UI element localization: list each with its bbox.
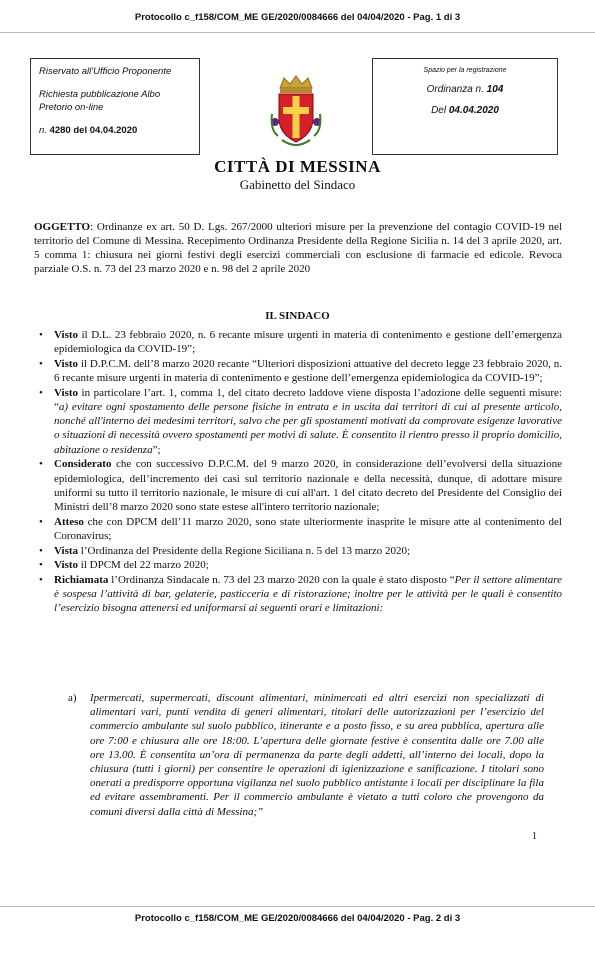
date-label: Del xyxy=(431,105,447,116)
section-heading: IL SINDACO xyxy=(265,310,330,322)
list-item: • Visto il D.P.C.M. dell’8 marzo 2020 recante “Ulteriori disposizioni attuative del decreto legge 23 febbraio 2020, n. 6 recante misure urgenti in materia di contenimento e gestione dell’emergenza epidemiologica da COVID-19”; xyxy=(54,357,562,385)
list-item: • Vista l’Ordinanza del Presidente della Regione Siciliana n. 5 del 13 marzo 2020; xyxy=(54,544,562,558)
protocol-header-top: Protocollo c_f158/COM_ME GE/2020/0084666 del 04/04/2020 - Pag. 1 di 3 xyxy=(134,12,461,23)
page-bottom-edge xyxy=(0,906,595,907)
sub-item-a xyxy=(68,691,544,819)
page-number: 1 xyxy=(532,831,537,842)
subject-paragraph xyxy=(34,221,562,277)
request-number: 4280 del 04.04.2020 xyxy=(49,125,138,136)
reserved-line-1: Riservato all'Ufficio Proponente xyxy=(39,66,172,77)
list-item: • Visto il D.L. 23 febbraio 2020, n. 6 recante misure urgenti in materia di contenimento e gestione dell’emergenza epidemiologica da COVID-19”; xyxy=(54,328,562,356)
reserved-line-2: Richiesta pubblicazione Albo xyxy=(39,89,161,100)
subject-text: : Ordinanze ex art. 50 D. Lgs. 267/2000 ulteriori misure per la prevenzione del contagio COVID-19 nel territorio del Comune di Messina. Recepimento Ordinanza Presidente della Regione Sicilia n. 14 del 3 aprile 2020, art. 5 comma 1: chiusura nei giorni festivi degli esercizi commerciali con esclusione di farmacie ed edicole. Revoca parziale O.S. n. 73 del 23 marzo 2020 e n. 98 del 2 aprile 2020 xyxy=(34,221,562,275)
ordinance-number: 104 xyxy=(486,84,504,95)
list-item: • Considerato che con successivo D.P.C.M. del 9 marzo 2020, in considerazione dell’evolversi della situazione epidemiologica, dell’incremento dei casi sul territorio nazionale e della necessità, dunque, di adottare misure uniformi su tutto il territorio nazionale, le misure di cui all'art. 1 del citato decreto del Presidente del Consiglio dei Ministri dell’8 marzo 2020 sono state estese all'intero territorio nazionale; xyxy=(54,457,562,514)
ordinance-date: 04.04.2020 xyxy=(448,105,499,116)
city-name: CITTÀ DI MESSINA xyxy=(214,157,381,176)
office-reserved-box xyxy=(30,58,200,155)
list-item: • Visto il DPCM del 22 marzo 2020; xyxy=(54,558,562,572)
subject-label: OGGETTO xyxy=(34,221,91,233)
reserved-line-3: Pretorio on-line xyxy=(39,102,104,113)
list-item: • Richiamata l’Ordinanza Sindacale n. 73 del 23 marzo 2020 con la quale è stato disposto “Per il settore alimentare è sospesa l’attività di bar, gelaterie, pasticceria e di ristorazione; inoltre per le attività per le quali è consentito l’esercizio bisogna attenersi ed uniformarsi ai seguenti orari e limitazioni: xyxy=(54,573,562,616)
messina-coat-of-arms-icon xyxy=(268,74,324,152)
registration-box xyxy=(372,58,558,155)
premises-list xyxy=(54,328,562,616)
registration-note: Spazio per la registrazione xyxy=(423,67,507,74)
list-item: • Atteso che con DPCM dell’11 marzo 2020, sono state ulteriormente inasprite le misure atte al contenimento del Coronavirus; xyxy=(54,515,562,543)
request-number-prefix: n. xyxy=(39,125,47,136)
sub-item-text: Ipermercati, supermercati, discount alimentari, minimercati ed altri esercizi non specializzati di alimentari vari, punti vendita di generi alimentari, titolari delle autorizzazioni per l’esercizio del commercio ambulante sul suolo pubblico, itinerante e a posto fisso, e su area pubblica, apertura alle ore 7:00 e chiusura alle ore 18:00. L’apertura delle giornate festive è consentita dalle ore 7.00 alle ore 13.00. È consentita un’ora di permanenza da parte degli addetti, all’interno dei locali, dopo la chiusura (tutti i giorni) per consentire le operazioni di igienizzazione e sanificazione. I titolari sono onerati a predisporre opportuna vigilanza nel suolo pubblico antistante i locali per disciplinare la fila ed evitare assembramenti. Per il commercio ambulante è vietato a tutti coloro che provengono da comuni diversi dalla città di Messina;” xyxy=(90,692,544,818)
list-item: • Visto in particolare l’art. 1, comma 1, del citato decreto laddove viene disposta l’adozione delle seguenti misure: “a) evitare ogni spostamento delle persone fisiche in entrata e in uscita dai territori di cui al presente articolo, nonché all'interno dei medesimi territori, salvo che per gli spostamenti motivati da comprovate esigenze lavorative o situazioni di necessità ovvero spostamenti per motivi di salute. È consentito il rientro presso il proprio domicilio, abitazione o residenza”; xyxy=(54,386,562,457)
sub-item-letter: a) xyxy=(68,692,77,704)
ordinance-label: Ordinanza n. xyxy=(426,84,484,95)
office-name: Gabinetto del Sindaco xyxy=(239,177,356,192)
page-top-edge xyxy=(0,32,595,33)
protocol-header-bottom: Protocollo c_f158/COM_ME GE/2020/0084666 del 04/04/2020 - Pag. 2 di 3 xyxy=(134,913,461,924)
